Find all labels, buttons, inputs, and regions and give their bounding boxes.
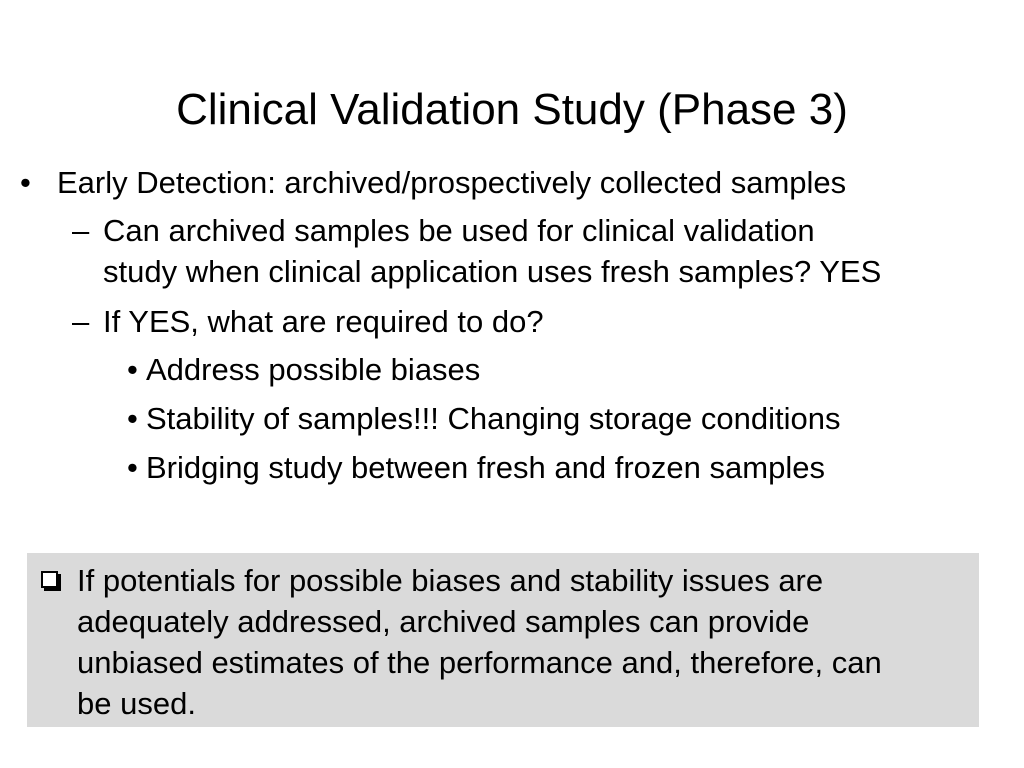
callout-line-2: adequately addressed, archived samples can provide — [77, 604, 810, 639]
subsub-bullet-marker: • — [127, 352, 138, 387]
subsub-bullet-marker: • — [127, 450, 138, 485]
callout-line-4: be used. — [77, 686, 196, 721]
sub-bullet-archived-question-line1: Can archived samples be used for clinical validation — [103, 213, 815, 248]
slide-title: Clinical Validation Study (Phase 3) — [176, 85, 848, 134]
checkbox-bullet-icon — [41, 571, 58, 588]
subsub-bullet-stability: Stability of samples!!! Changing storage conditions — [146, 401, 841, 436]
callout-line-1: If potentials for possible biases and stability issues are — [77, 563, 824, 598]
subsub-bullet-biases: Address possible biases — [146, 352, 481, 387]
bullet-early-detection: Early Detection: archived/prospectively collected samples — [57, 165, 847, 200]
sub-bullet-dash: – — [72, 213, 90, 248]
subsub-bullet-marker: • — [127, 401, 138, 436]
subsub-bullet-bridging: Bridging study between fresh and frozen samples — [146, 450, 825, 485]
sub-bullet-dash: – — [72, 304, 90, 339]
sub-bullet-if-yes: If YES, what are required to do? — [103, 304, 544, 339]
sub-bullet-archived-question-line2: study when clinical application uses fresh samples? YES — [103, 254, 882, 289]
callout-line-3: unbiased estimates of the performance and, therefore, can — [77, 645, 882, 680]
bullet-marker: • — [20, 165, 31, 200]
callout-box — [27, 553, 979, 727]
